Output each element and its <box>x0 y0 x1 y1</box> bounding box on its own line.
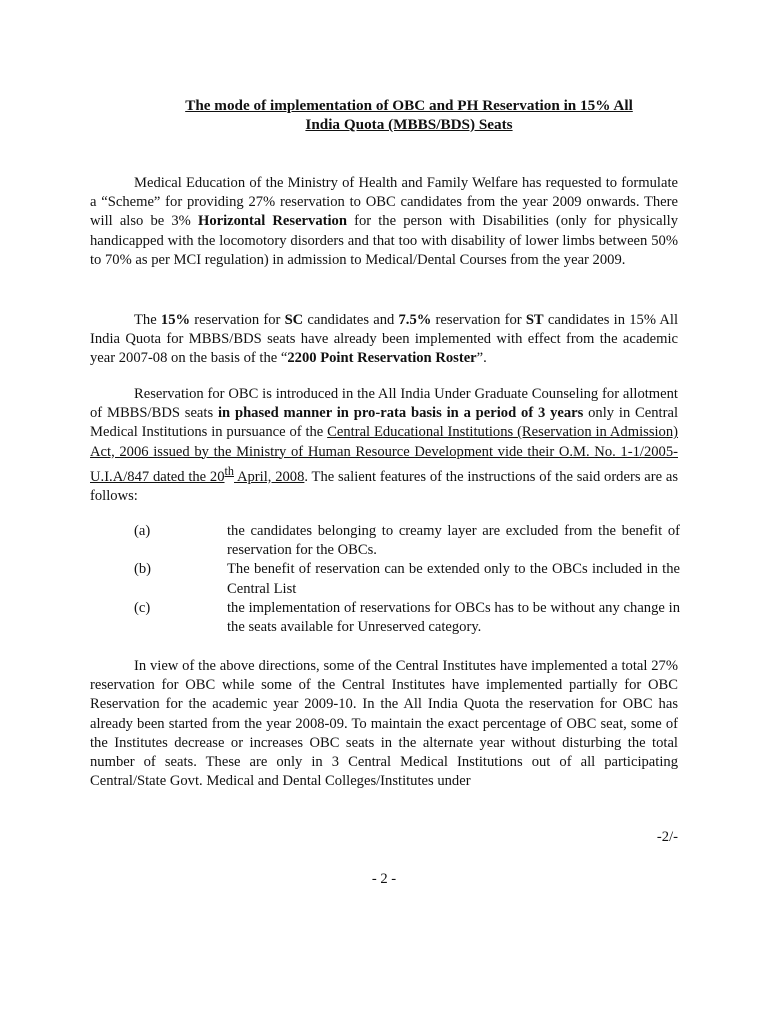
p2-bold-roster: 2200 Point Reservation Roster <box>287 350 477 367</box>
paragraph-4: In view of the above directions, some of the Central Institutes have implemented a total 27% reservation for OBC while some of the Central Institutes have implemented partially for OBC Reservation for the academic year 2009-10. In the All India Quota the reservation for OBC has already been started from the year 2008-09. To maintain the exact percentage of OBC seat, some of the Institutes decrease or increases OBC seats in the alternate year without disturbing the total number of seats. These are only in 3 Central Medical Institutions out of all participating Central/State Govt. Medical and Dental Colleges/Institutes under <box>90 658 678 790</box>
title-line-2: India Quota (MBBS/BDS) Seats <box>305 116 513 133</box>
paragraph-3 <box>90 385 678 506</box>
p3-text-a: Reservation for OBC is introduced in the All India Under Graduate Counseling for allotment of MBBS/BDS seats <box>90 386 678 422</box>
continuation-marker: -2/- <box>656 829 678 845</box>
p3-superscript: th <box>224 463 234 478</box>
document-title <box>90 96 728 134</box>
paragraph-2 <box>90 311 678 369</box>
list-item-text: the candidates belonging to creamy layer are excluded from the benefit of reservation for the OBCs. <box>227 523 680 559</box>
p2-text-c: reservation for <box>190 312 285 328</box>
list-item-label: (a) <box>134 523 151 539</box>
p2-text-k: ”. <box>476 350 487 367</box>
p3-text-c: only in Central Medical Institutions in pursuance of the <box>90 405 679 441</box>
list-item <box>134 599 680 637</box>
p2-bold-sc: SC <box>284 312 304 328</box>
features-list <box>134 522 680 637</box>
p3-underlined-date: April, 2008 <box>234 468 305 485</box>
p2-text-a: The <box>134 312 161 328</box>
title-line-1: The mode of implementation of OBC and PH Reservation in 15% All <box>185 97 633 114</box>
list-item-text: the implementation of reservations for OBCs has to be without any change in the seats available for Unreserved category. <box>227 599 680 636</box>
list-item <box>134 522 680 560</box>
p2-text-i: candidates in 15% All India Quota for MBBS/BDS seats have already been implemented with effect from the academic year 2007-08 on the basis of the “ <box>90 312 679 367</box>
p3-text-g: . The salient features of the instructions of the said orders are as follows: <box>90 468 679 504</box>
p2-bold-15: 15% <box>160 312 191 328</box>
p2-bold-7-5: 7.5% <box>398 312 432 328</box>
paragraph-1 <box>90 174 678 270</box>
list-item-label: (c) <box>134 599 151 616</box>
p1-text-c: for the person with Disabilities (only for physically handicapped with the locomotory disorders and that too with disability of lower limbs between 50% to 70% as per MCI regulation) in admission to Medical/Dental Courses from the year 2009. <box>90 213 678 268</box>
list-item-text: The benefit of reservation can be extended only to the OBCs included in the Central List <box>227 561 680 597</box>
p2-text-e: candidates and <box>303 312 399 328</box>
list-item <box>134 560 680 598</box>
p1-bold-horizontal-reservation: Horizontal Reservation <box>197 213 347 230</box>
p1-text-a: Medical Education of the Ministry of Health and Family Welfare has requested to formulate a “Scheme” for providing 27% reservation to OBC candidates from the year 2009 onwards. There will also be 3% <box>90 175 678 230</box>
page-number: - 2 - <box>371 871 397 887</box>
list-item-label: (b) <box>134 561 152 578</box>
p2-bold-st: ST <box>525 312 544 328</box>
p3-bold-phased-manner: in phased manner in pro-rata basis in a period of 3 years <box>217 405 584 422</box>
p2-text-g: reservation for <box>431 312 526 328</box>
p3-underlined-act: Central Educational Institutions (Reservation in Admission) Act, 2006 issued by the Ministry of Human Resource Development vide their O.M. No. 1-1/2005-U.I.A/847 dated the 20 <box>90 424 679 485</box>
